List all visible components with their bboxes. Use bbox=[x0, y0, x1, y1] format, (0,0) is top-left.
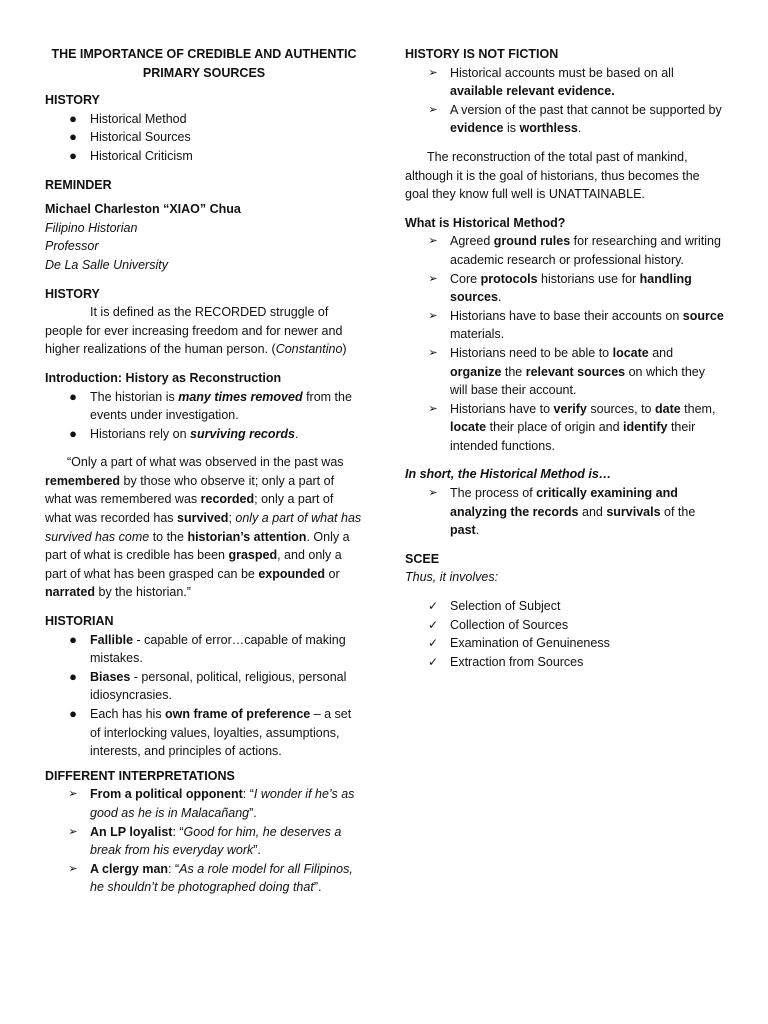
arrow-bullet-icon: ➢ bbox=[428, 272, 438, 285]
bullet-dot-icon: ● bbox=[69, 668, 77, 684]
history-heading: HISTORY bbox=[45, 93, 100, 108]
list-item: ● Historical Criticism bbox=[45, 147, 363, 166]
list-item: ➢ Core protocols historians use for handling sources. bbox=[405, 270, 725, 307]
short-list bbox=[405, 484, 725, 540]
document-title: THE IMPORTANCE OF CREDIBLE AND AUTHENTIC PRIMARY SOURCES bbox=[51, 47, 357, 80]
arrow-bullet-icon: ➢ bbox=[428, 103, 438, 116]
arrow-bullet-icon: ➢ bbox=[68, 825, 78, 838]
bullet-dot-icon: ● bbox=[69, 110, 77, 126]
intro-heading: Introduction: History as Reconstruction bbox=[45, 370, 282, 385]
list-item: ➢ An LP loyalist: “Good for him, he deserves a break from his everyday work”. bbox=[45, 823, 363, 860]
interpretations-heading: DIFFERENT INTERPRETATIONS bbox=[45, 768, 235, 783]
author-affiliation: De La Salle University bbox=[45, 257, 168, 272]
list-item: ✓ Examination of Genuineness bbox=[405, 634, 725, 653]
list-item: ➢ Historians need to be able to locate and organize the relevant sources on which they will base their account. bbox=[405, 344, 725, 400]
arrow-bullet-icon: ➢ bbox=[428, 346, 438, 359]
checkmark-icon: ✓ bbox=[427, 636, 439, 651]
bullet-dot-icon: ● bbox=[69, 147, 77, 163]
list-item: ➢ The process of critically examining and analyzing the records and survivals of the past. bbox=[405, 484, 725, 540]
right-column bbox=[405, 45, 725, 671]
list-item: ● Each has his own frame of preference – a set of interlocking values, loyalties, assumptions, interests, and principles of actions. bbox=[45, 705, 363, 761]
list-item: ➢ A clergy man: “As a role model for all Filipinos, he shouldn’t be photographed doing that”. bbox=[45, 860, 363, 897]
short-heading: In short, the Historical Method is… bbox=[405, 467, 612, 482]
arrow-bullet-icon: ➢ bbox=[428, 235, 438, 248]
list-item: ● The historian is many times removed from the events under investigation. bbox=[45, 388, 363, 425]
checkmark-icon: ✓ bbox=[427, 599, 439, 614]
list-item: ● Historical Method bbox=[45, 110, 363, 129]
list-item: ✓ Selection of Subject bbox=[405, 597, 725, 616]
list-item: ➢ Historical accounts must be based on all available relevant evidence. bbox=[405, 64, 725, 101]
list-item: ● Historians rely on surviving records. bbox=[45, 425, 363, 444]
checkmark-icon: ✓ bbox=[427, 617, 439, 632]
bullet-dot-icon: ● bbox=[69, 388, 77, 404]
arrow-bullet-icon: ➢ bbox=[68, 788, 78, 801]
not-fiction-heading: HISTORY IS NOT FICTION bbox=[405, 47, 559, 61]
reconstruction-quote: “Only a part of what was observed in the past was remembered by those who observe it; only a part of what was remembered was recorded; only a part of what was recorded has survived; only a part of what has survived has come to the historian’s attention. Only a part of what is credible has been grasped, and only a part of what has been grasped can be expounded or narrated by the historian.” bbox=[45, 455, 362, 600]
historian-list bbox=[45, 631, 363, 761]
scee-heading: SCEE bbox=[405, 551, 440, 566]
author-name: Michael Charleston “XIAO” Chua bbox=[45, 202, 241, 217]
author-role: Filipino Historian bbox=[45, 220, 138, 235]
method-list bbox=[405, 232, 725, 455]
historian-heading: HISTORIAN bbox=[45, 614, 114, 629]
list-item: ● Historical Sources bbox=[45, 128, 363, 147]
intro-list bbox=[45, 388, 363, 444]
interpretations-list bbox=[45, 785, 363, 897]
method-heading: What is Historical Method? bbox=[405, 215, 566, 230]
history-definition: It is defined as the RECORDED struggle of people for ever increasing freedom and for newer and higher realizations of the human person. (Constantino) bbox=[45, 305, 347, 357]
list-item: ✓ Extraction from Sources bbox=[405, 653, 725, 672]
scee-list bbox=[405, 597, 725, 671]
history-definition-heading: HISTORY bbox=[45, 286, 100, 301]
list-item: ✓ Collection of Sources bbox=[405, 616, 725, 635]
scee-subheading: Thus, it involves: bbox=[405, 570, 499, 585]
checkmark-icon: ✓ bbox=[427, 654, 439, 669]
bullet-dot-icon: ● bbox=[69, 129, 77, 145]
arrow-bullet-icon: ➢ bbox=[428, 402, 438, 415]
list-item: ➢ Agreed ground rules for researching and writing academic research or professional history. bbox=[405, 232, 725, 269]
arrow-bullet-icon: ➢ bbox=[428, 309, 438, 322]
list-item: ➢ Historians have to base their accounts on source materials. bbox=[405, 307, 725, 344]
arrow-bullet-icon: ➢ bbox=[428, 66, 438, 79]
arrow-bullet-icon: ➢ bbox=[68, 862, 78, 875]
list-item: ➢ A version of the past that cannot be supported by evidence is worthless. bbox=[405, 101, 725, 138]
reconstruction-paragraph: The reconstruction of the total past of mankind, although it is the goal of historians, thus becomes the goal they know full well is UNATTAINABLE. bbox=[405, 149, 700, 202]
bullet-dot-icon: ● bbox=[69, 631, 77, 647]
list-item: ➢ Historians have to verify sources, to date them, locate their place of origin and identify their intended functions. bbox=[405, 400, 725, 456]
list-item: ➢ From a political opponent: “I wonder if he’s as good as he is in Malacañang”. bbox=[45, 785, 363, 822]
list-item: ● Fallible - capable of error…capable of making mistakes. bbox=[45, 631, 363, 668]
reminder-heading: REMINDER bbox=[45, 177, 112, 192]
bullet-dot-icon: ● bbox=[69, 425, 77, 441]
list-item: ● Biases - personal, political, religious, personal idiosyncrasies. bbox=[45, 668, 363, 705]
arrow-bullet-icon: ➢ bbox=[428, 487, 438, 500]
left-column bbox=[45, 45, 363, 897]
bullet-dot-icon: ● bbox=[69, 706, 77, 721]
history-list bbox=[45, 110, 363, 166]
author-role: Professor bbox=[45, 239, 99, 254]
not-fiction-list bbox=[405, 64, 725, 138]
